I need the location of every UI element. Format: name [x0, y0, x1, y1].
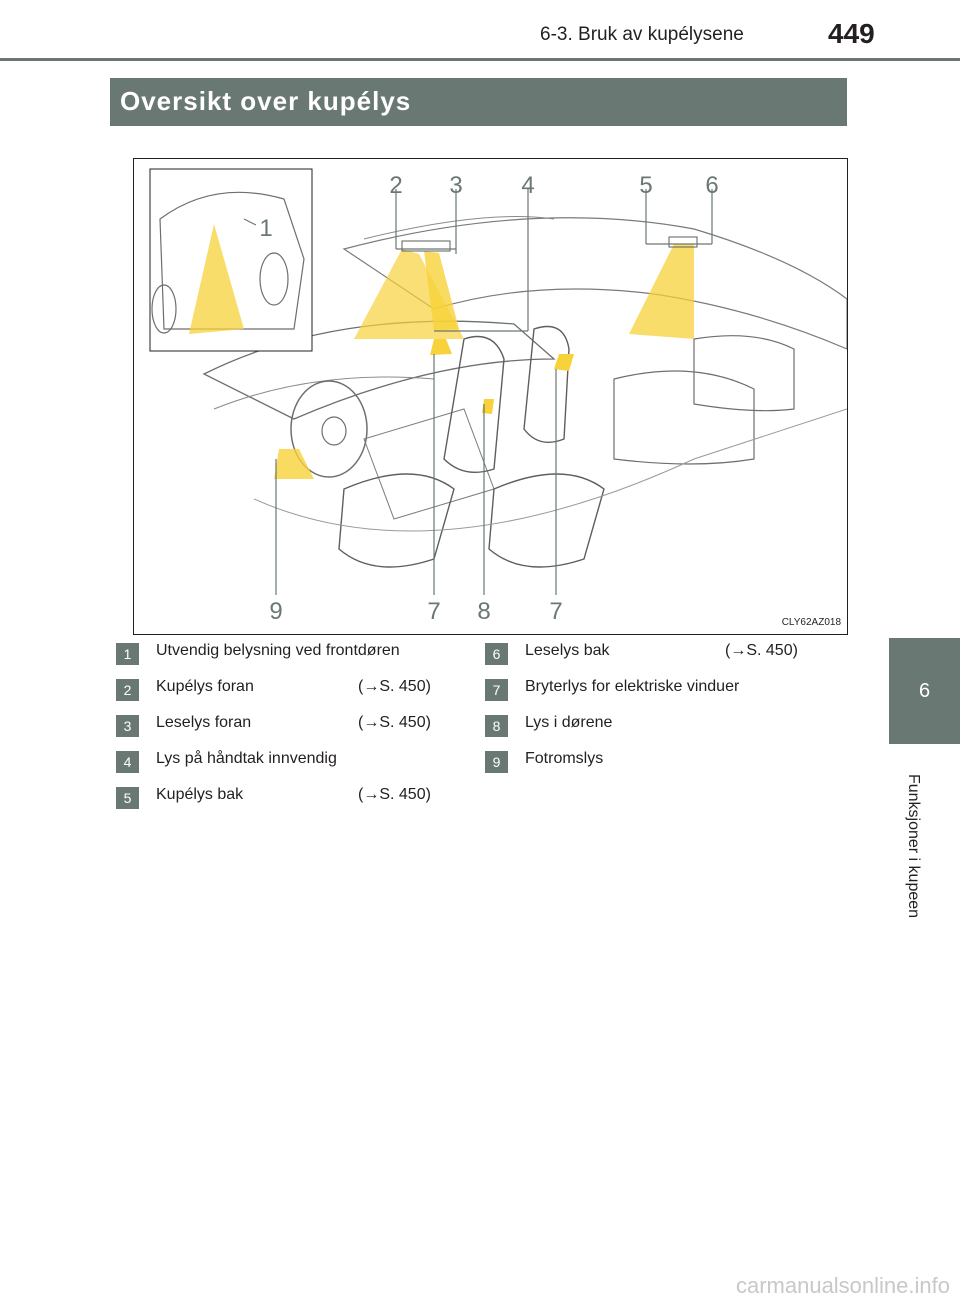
header-divider	[0, 58, 960, 61]
legend-number-badge: 2	[116, 679, 139, 701]
callout-4: 4	[521, 172, 535, 199]
legend-item	[485, 640, 855, 668]
legend-item	[485, 712, 855, 740]
callout-6: 6	[705, 172, 719, 199]
legend-label: Kupélys foran	[156, 678, 254, 695]
legend-number-badge: 9	[485, 751, 508, 773]
legend-label: Lys i dørene	[525, 714, 613, 731]
figure-code: CLY62AZ018	[781, 617, 841, 628]
legend-item	[116, 640, 486, 668]
page-reference-link[interactable]: (→S. 450)	[358, 678, 431, 695]
chapter-label	[903, 755, 921, 935]
legend-number-badge: 4	[116, 751, 139, 773]
legend-label: Kupélys bak	[156, 786, 244, 803]
page-title: Oversikt over kupélys	[120, 86, 412, 116]
watermark: carmanualsonline.info	[735, 1273, 950, 1298]
callout-3: 3	[449, 172, 463, 199]
chapter-tab[interactable]	[889, 638, 960, 744]
legend-number-badge: 7	[485, 679, 508, 701]
legend-number-badge: 5	[116, 787, 139, 809]
interior-drawing	[134, 159, 847, 634]
page-reference-link[interactable]: (→S. 450)	[358, 786, 431, 803]
legend-label: Utvendig belysning ved frontdøren	[156, 642, 400, 659]
legend-item	[116, 676, 486, 704]
legend-number-badge: 6	[485, 643, 508, 665]
page-reference-link[interactable]: (→S. 450)	[358, 714, 431, 731]
legend-number-badge: 3	[116, 715, 139, 737]
legend-item	[116, 748, 486, 776]
callout-2: 2	[389, 172, 403, 199]
legend-number-badge: 8	[485, 715, 508, 737]
callout-1: 1	[259, 215, 273, 242]
section-heading: 6-3. Bruk av kupélysene	[540, 24, 744, 45]
callout-9: 9	[269, 598, 283, 625]
legend-item	[116, 784, 486, 812]
legend-label: Fotromslys	[525, 750, 604, 767]
legend-number-badge: 1	[116, 643, 139, 665]
callout-7b: 7	[549, 598, 563, 625]
legend-label: Lys på håndtak innvendig	[156, 750, 337, 767]
legend-item	[485, 676, 855, 704]
callout-7a: 7	[427, 598, 441, 625]
legend-label: Leselys foran	[156, 714, 252, 731]
chapter-number: 6	[918, 680, 931, 702]
legend-label: Bryterlys for elektriske vinduer	[525, 678, 740, 695]
legend-item	[116, 712, 486, 740]
page-number: 449	[828, 18, 875, 49]
title-bar	[110, 78, 847, 126]
callout-8: 8	[477, 598, 491, 625]
callout-5: 5	[639, 172, 653, 199]
page-reference-link[interactable]: (→S. 450)	[725, 642, 798, 659]
chapter-label-text: Funksjoner i kupeen	[905, 773, 922, 919]
legend-label: Leselys bak	[525, 642, 610, 659]
interior-illustration	[133, 158, 848, 635]
legend-item	[485, 748, 855, 776]
